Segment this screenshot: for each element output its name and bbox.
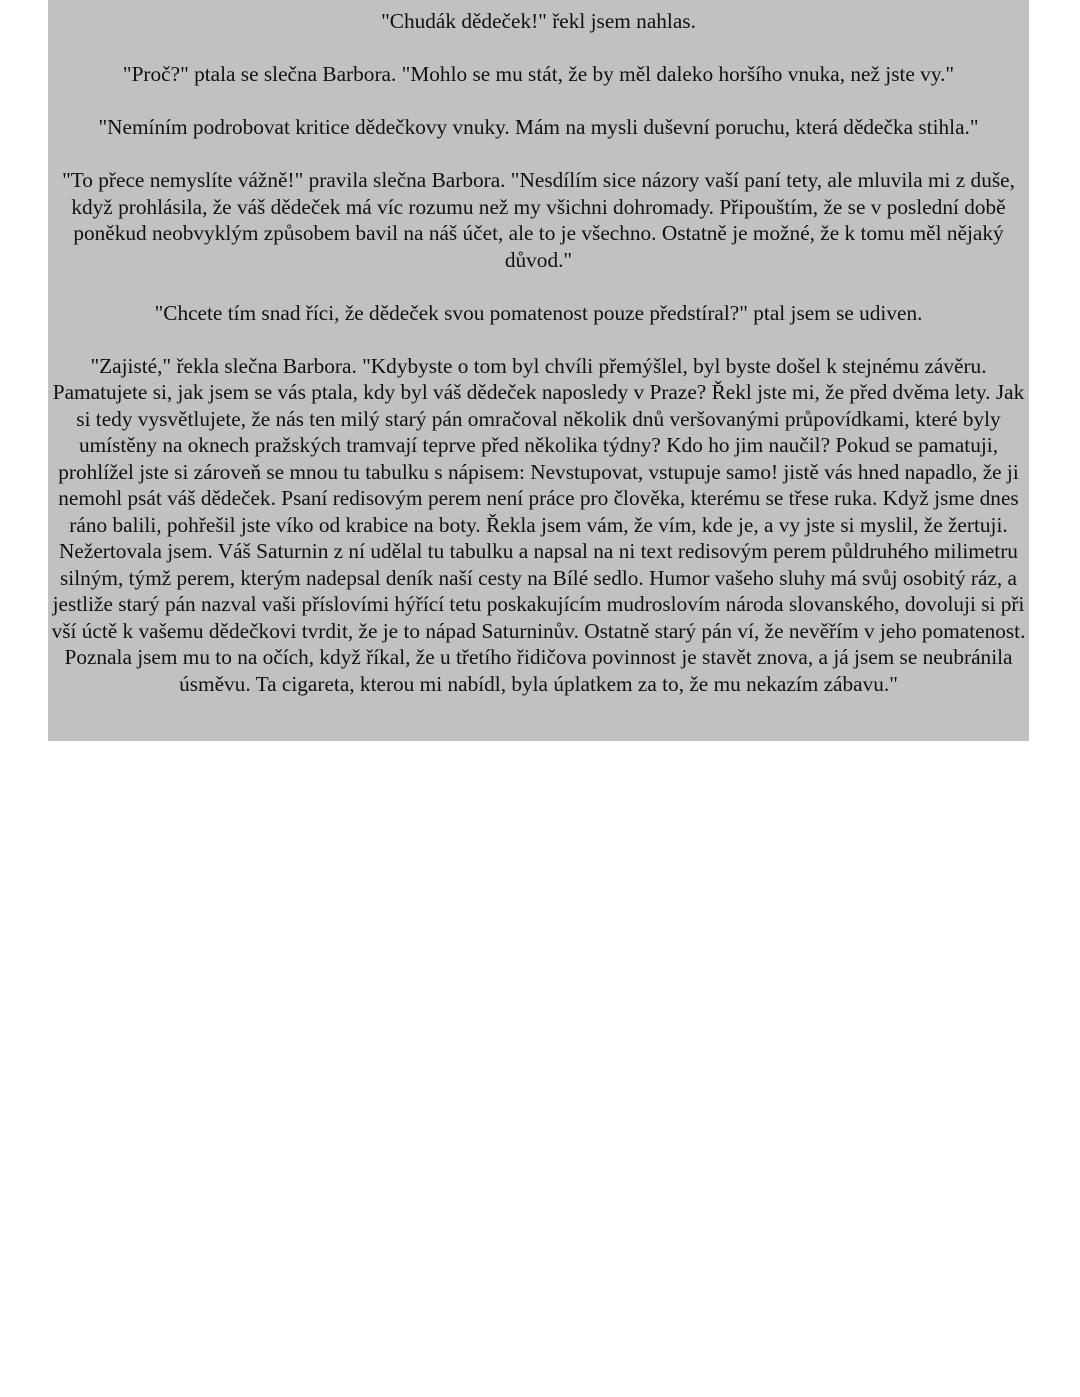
paragraph: "Nemíním podrobovat kritice dědečkovy vnuky. Mám na mysli duševní poruchu, která dědečka stihla." <box>98 115 979 139</box>
paragraph: "Chudák dědeček!" řekl jsem nahlas. <box>381 9 696 33</box>
paragraph: "Chcete tím snad říci, že dědeček svou pomatenost pouze předstíral?" ptal jsem se udiven. <box>154 300 923 325</box>
paragraph: "Zajisté," řekla slečna Barbora. "Kdybyste o tom byl chvíli přemýšlel, byl byste došel k stejnému závěru. Pamatujete si, jak jsem se vás ptala, kdy byl váš dědeček naposledy v Praze? Řekl jste mi, že před dvěma lety. Jak si tedy vysvětlujete, že nás ten milý starý pán omračoval několik dnů veršovanými průpovídkami, které byly umístěny na oknech pražských tramvají teprve před několika týdny? Kdo ho jim naučil? Pokud se pamatuji, prohlížel jste si zároveň se mnou tu tabulku s nápisem: Nevstupovat, vstupuje samo! jistě vás hned napadlo, že ji nemohl psát váš dědeček. Psaní redisovým perem není práce pro člověka, kterému se třese ruka. Když jsme dnes ráno balili, pohřešil jste víko od krabice na boty. Řekla jsem vám, že vím, kde je, a vy jste si myslil, že žertuji. Nežertovala jsem. Váš Saturnin z ní udělal tu tabulku a napsal na ni text redisovým perem půldruhého milimetru silným, týmž perem, kterým nadepsal deník naší cesty na Bílé sedlo. Humor vašeho sluhy má svůj osobitý ráz, a jestliže starý pán nazval vaši příslovími hýřící tetu poskakujícím mudroslovím národa slovanského, dovoluji si při vší úctě k vašemu dědečkovi tvrdit, že je to nápad Saturninův. Ostatně starý pán ví, že nevěřím v jeho pomatenost. Poznala jsem mu to na očích, když říkal, že u třetího řidičova povinnost je stavět znova, a já jsem se neubránila úsměvu. Ta cigareta, kterou mi nabídl, byla úplatkem za to, že mu nekazím zábavu." <box>51 353 1026 696</box>
paragraph: "Proč?" ptala se slečna Barbora. "Mohlo se mu stát, že by měl daleko horšího vnuka, než jste vy." <box>122 62 955 86</box>
paragraph: "To přece nemyslíte vážně!" pravila slečna Barbora. "Nesdílím sice názory vaší paní tety, ale mluvila mi z duše, když prohlásila, že váš dědeček má víc rozumu než my všichni dohromady. Připouštím, že se v poslední době poněkud neobvyklým způsobem bavil na náš účet, ale to je všechno. Ostatně je možné, že k tomu měl nějaký důvod." <box>62 168 1015 272</box>
text-panel <box>48 0 1029 741</box>
